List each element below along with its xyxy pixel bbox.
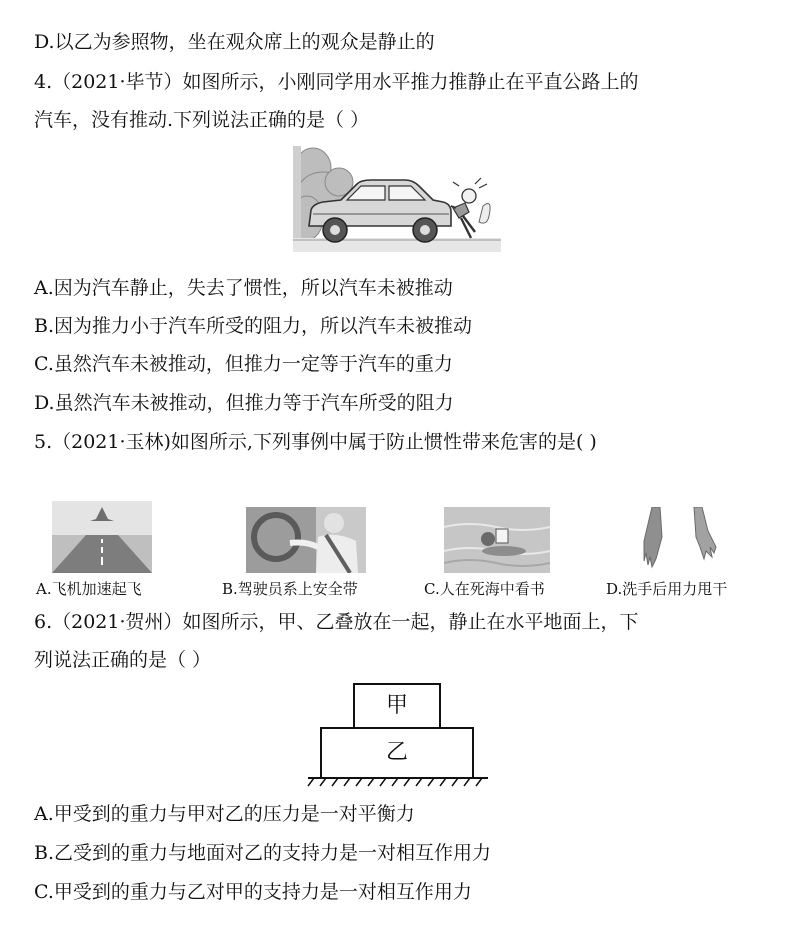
q5-caption-b: B.驾驶员系上安全带 [222,580,358,598]
q4-option-c: C.虽然汽车未被推动，但推力一定等于汽车的重力 [34,353,453,375]
q4-car-push-illustration [293,146,501,252]
block-top-label: 甲 [385,693,408,718]
q4-option-b: B.因为推力小于汽车所受的阻力，所以汽车未被推动 [34,315,473,337]
q4-option-a: A.因为汽车静止，失去了惯性，所以汽车未被推动 [34,277,453,299]
q6-option-a: A.甲受到的重力与甲对乙的压力是一对平衡力 [34,803,415,825]
q4-stem-line2: 汽车，没有推动.下列说法正确的是（ ） [34,109,370,131]
q6-stacked-blocks-diagram [306,682,490,790]
q6-option-c: C.甲受到的重力与乙对甲的支持力是一对相互作用力 [34,881,472,903]
q5-image-airplane-takeoff [52,501,152,573]
prev-option-d: D.以乙为参照物，坐在观众席上的观众是静止的 [34,31,435,53]
q5-caption-a: A.飞机加速起飞 [36,580,142,598]
q4-option-d: D.虽然汽车未被推动，但推力等于汽车所受的阻力 [34,392,454,414]
q5-image-seatbelt-driver [246,507,366,573]
q5-caption-d: D.洗手后用力甩干 [606,580,728,598]
q5-caption-c: C.人在死海中看书 [424,580,545,598]
q6-option-b: B.乙受到的重力与地面对乙的支持力是一对相互作用力 [34,842,492,864]
q5-stem: 5.（2021·玉林)如图所示,下列事例中属于防止惯性带来危害的是( ) [34,431,597,453]
block-bottom-label: 乙 [385,740,408,765]
q5-image-shaking-hands-dry [634,507,724,573]
q4-stem-line1: 4.（2021·毕节）如图所示，小刚同学用水平推力推静止在平直公路上的 [34,71,639,93]
q6-stem-line2: 列说法正确的是（ ） [34,649,212,671]
q5-image-dead-sea-reading [444,507,550,573]
q6-stem-line1: 6.（2021·贺州）如图所示，甲、乙叠放在一起，静止在水平地面上，下 [34,611,639,633]
